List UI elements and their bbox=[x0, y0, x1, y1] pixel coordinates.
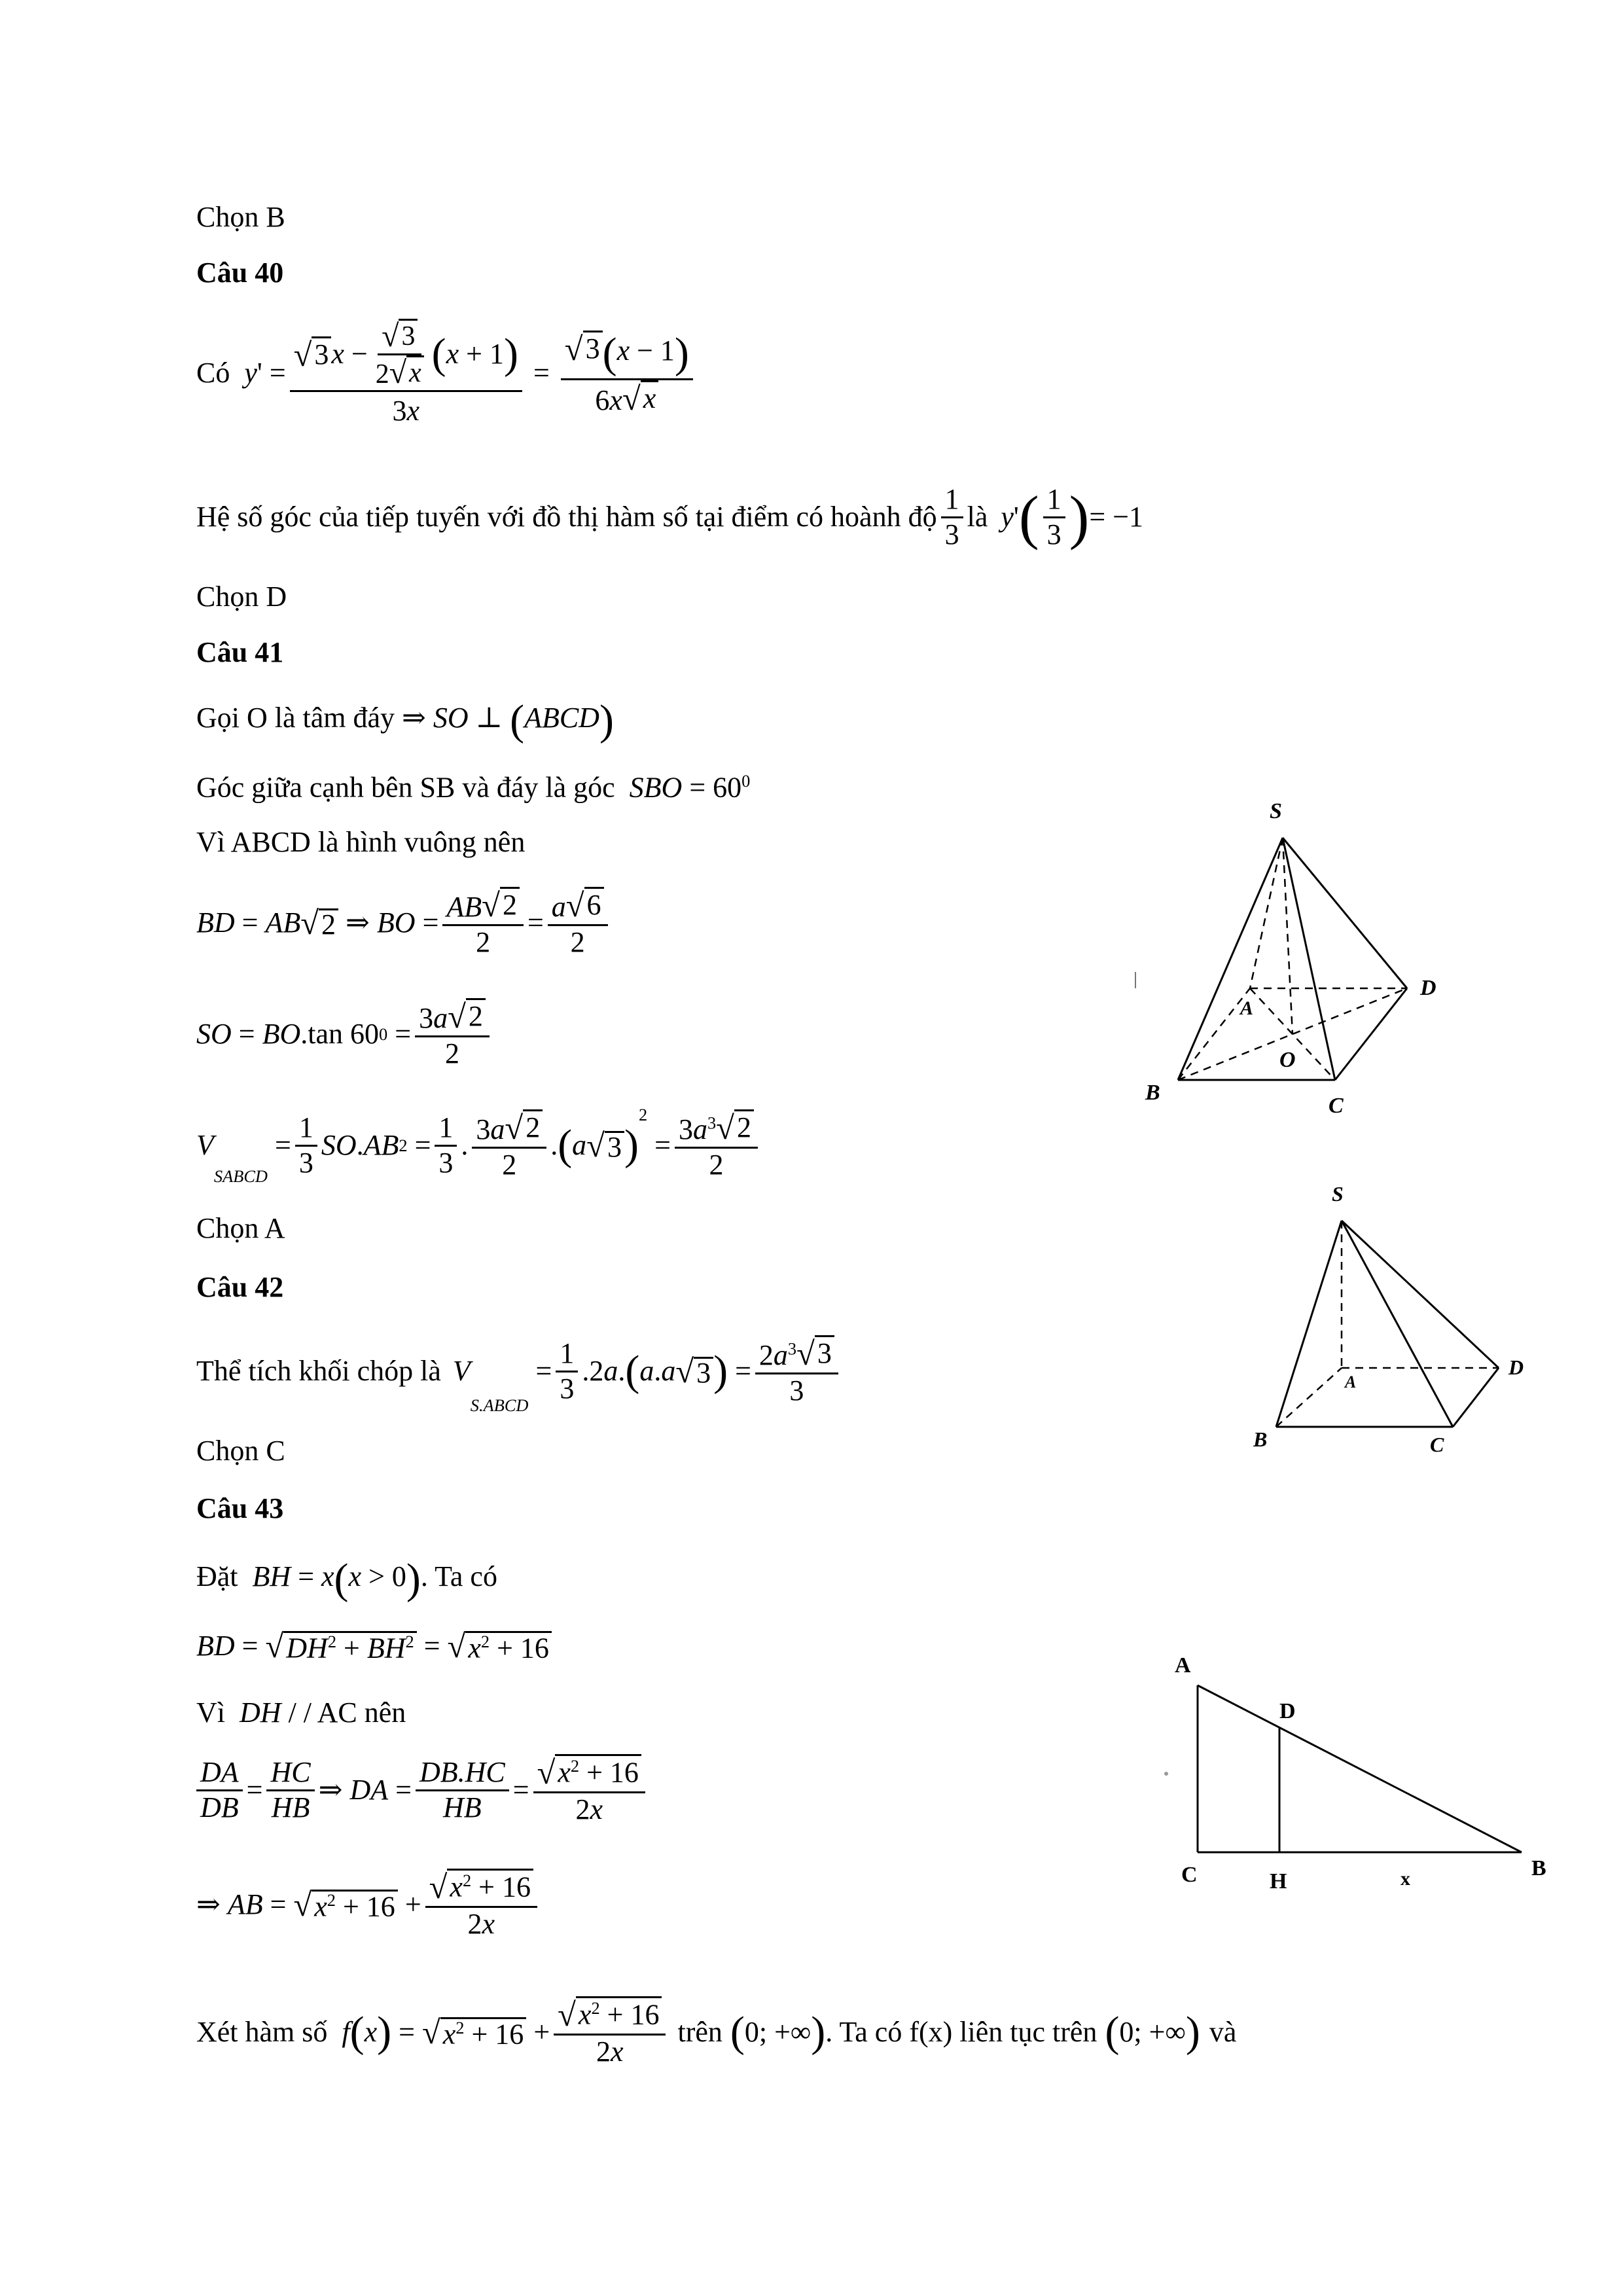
q43-tren: trên bbox=[677, 2016, 722, 2048]
q40-derivative-formula: Có y ' = √ 3 x − √ 3 2 √ x ( x + 1 ) 3x = √ 3 (x − 1) 6x √ x bbox=[196, 314, 697, 432]
q41-fig-label-s: S bbox=[1270, 799, 1282, 823]
q41-fig-label-b: B bbox=[1145, 1081, 1160, 1105]
q42-fig-label-d: D bbox=[1508, 1355, 1524, 1379]
q43-fig-label-a: A bbox=[1175, 1653, 1191, 1677]
q41-fig-label-c: C bbox=[1329, 1094, 1344, 1118]
q40-slope-line: Hệ số góc của tiếp tuyến với đồ thị hàm số tại điểm có hoành độ $\frac{1}{3}$ là y ' ( $\frac{1}{3}$ ) = −1 bbox=[196, 482, 1144, 550]
q43-fig-label-b: B bbox=[1531, 1856, 1546, 1880]
q43-tail: . Ta có f(x) liên tục trên bbox=[825, 2016, 1097, 2048]
q42-fig-label-s: S bbox=[1332, 1182, 1344, 1206]
q40-slope-text: Hệ số góc của tiếp tuyến với đồ thị hàm số tại điểm có hoành độ bbox=[196, 501, 937, 533]
q41-fig-label-a: A bbox=[1240, 997, 1254, 1019]
q41-pyramid-figure bbox=[1132, 792, 1479, 1126]
q42-answer: Chọn C bbox=[196, 1435, 285, 1467]
q42-title: Câu 42 bbox=[196, 1271, 284, 1303]
q41-answer: Chọn A bbox=[196, 1212, 285, 1244]
q40-result: = −1 bbox=[1089, 501, 1144, 533]
q40-co-label: Có bbox=[196, 357, 230, 389]
q41-fig-label-d: D bbox=[1420, 976, 1436, 1000]
q43-xet: Xét hàm số bbox=[196, 2016, 328, 2048]
q43-fig-label-x: x bbox=[1400, 1868, 1410, 1890]
q43-vi: Vì bbox=[196, 1696, 225, 1729]
q40-la: là bbox=[967, 501, 988, 533]
q43-fig-label-d: D bbox=[1279, 1699, 1296, 1723]
q41-volume-formula: V SABCD = $\frac{1}{3}$ SO . AB 2 = $\frac{1}{3}$ . 3a √ 2 2 . ( a √ 3 ) 2 = $3a^3$ √ 2 2 bbox=[196, 1106, 762, 1185]
q42-pyramid-figure bbox=[1243, 1178, 1551, 1453]
q41-line3: Vì ABCD là hình vuông nên bbox=[196, 826, 526, 858]
q41-line2: Góc giữa cạnh bên SB và đáy là góc SBO = $60^0$ bbox=[196, 771, 751, 804]
q43-triangle-figure bbox=[1152, 1636, 1571, 1898]
q41-fig-label-o: O bbox=[1279, 1048, 1296, 1072]
q43-set-line: Đặt BH = x(x > 0). Ta có bbox=[196, 1555, 497, 1603]
q41-so-formula: SO = BO .tan 60 0 = 3a √ 2 2 bbox=[196, 995, 493, 1073]
q43-nen: AC nên bbox=[317, 1696, 406, 1729]
q41-line1-text: Gọi O là tâm đáy bbox=[196, 702, 395, 734]
q39-answer: Chọn B bbox=[196, 201, 285, 233]
q43-taco: . Ta có bbox=[420, 1560, 497, 1593]
q43-fig-label-h: H bbox=[1270, 1869, 1287, 1893]
q43-va: và bbox=[1209, 2016, 1237, 2048]
q43-bd-formula: BD = √ $DH^2 + BH^2$ = √ $x^2 + 16$ bbox=[196, 1620, 552, 1672]
q43-function-line: Xét hàm số f ( x ) = √ $x^2 + 16$ + √ $x^2 + 16$ 2x trên ( 0; +∞ ) . Ta có f(x) liên tục trên ( 0; +∞ ) và bbox=[196, 1996, 1237, 2068]
q43-parallel-line: Vì DH / / AC nên bbox=[196, 1696, 406, 1729]
q40-answer: Chọn D bbox=[196, 581, 287, 613]
q43-fig-label-c: C bbox=[1181, 1863, 1198, 1887]
q41-line1: Gọi O là tâm đáy ⇒ SO ⊥ (ABCD) bbox=[196, 696, 614, 744]
q43-ab-formula: ⇒ AB = √ $x^2 + 16$ + √ $x^2 + 16$ 2x bbox=[196, 1862, 541, 1947]
q42-fig-label-c: C bbox=[1430, 1433, 1444, 1453]
q42-fig-label-a: A bbox=[1345, 1372, 1357, 1391]
q43-title: Câu 43 bbox=[196, 1492, 284, 1524]
q43-dat: Đặt bbox=[196, 1560, 238, 1593]
q42-volume-formula: Thể tích khối chóp là V S.ABCD = $\frac{1}{3}$ .2 a . ( a . a √ 3 ) = $2a^3$ √ 3 3 bbox=[196, 1329, 842, 1414]
q42-line1-text: Thể tích khối chóp là bbox=[196, 1355, 441, 1387]
q40-title: Câu 40 bbox=[196, 257, 284, 289]
q42-fig-label-b: B bbox=[1253, 1427, 1268, 1451]
q43-ratio-formula: $\frac{DA}{DB}$ = $\frac{HC}{HB}$ ⇒ DA = $\frac{DB.HC}{HB}$ = √ $x^2 + 16$ 2x bbox=[196, 1748, 649, 1833]
q41-bd-formula: BD = AB √ 2 ⇒ BO = AB √ 2 2 = a √ 6 2 bbox=[196, 884, 612, 962]
q41-line2-text: Góc giữa cạnh bên SB và đáy là góc bbox=[196, 771, 615, 804]
q41-title: Câu 41 bbox=[196, 636, 284, 668]
